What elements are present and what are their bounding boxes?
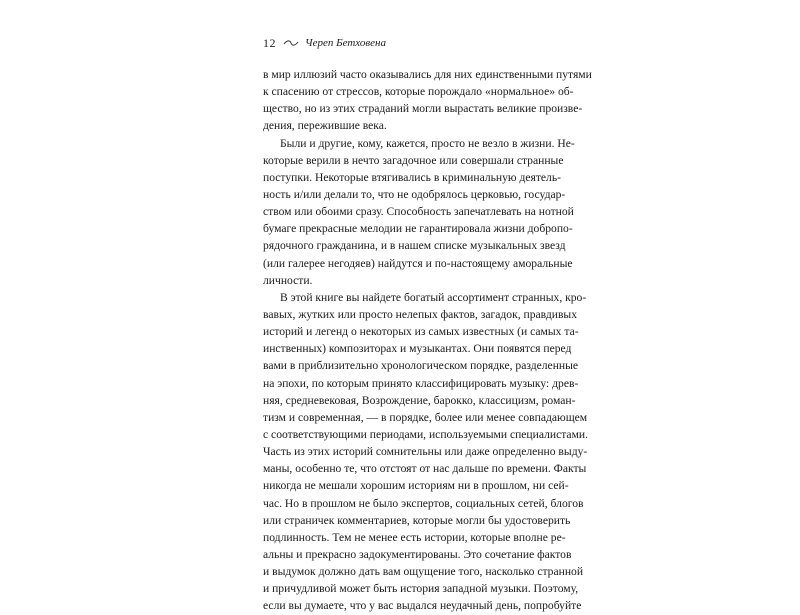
- text-line: В этой книге вы найдете богатый ассортимент странных, кро-: [280, 290, 587, 304]
- text-line: щество, но из этих страданий могли вырастать великие произве-: [263, 102, 583, 116]
- paragraph-3: [263, 289, 589, 615]
- text-line: на эпохи, по которым принято классифицировать музыку: древ-: [263, 376, 579, 390]
- text-line: Были и другие, кому, кажется, просто не везло в жизни. Не-: [280, 136, 575, 150]
- text-line: если вы думаете, что у вас выдался неудачный день, попробуйте: [263, 599, 582, 613]
- text-line: подлинность. Тем не менее есть истории, которые вполне ре-: [263, 530, 566, 544]
- text-line: поступки. Некоторые втягивались в криминальную деятель-: [263, 170, 561, 184]
- text-line: (или галерее негодяев) найдутся и по-настоящему аморальные: [263, 256, 573, 270]
- running-title: Череп Бетховена: [305, 37, 386, 49]
- text-line: и причудливой может быть история западной музыки. Поэтому,: [263, 582, 579, 596]
- paragraph-2: [263, 135, 575, 289]
- text-line: личности.: [263, 273, 313, 287]
- text-line: с соответствующими периодами, используемыми специалистами.: [263, 427, 589, 441]
- text-line: Часть из этих историй сомнительны или даже определенно выду-: [263, 445, 588, 459]
- text-line: альны и прекрасно задокументированы. Это сочетание фактов: [263, 547, 572, 561]
- text-line: или страничек комментариев, которые могли бы удостоверить: [263, 513, 571, 527]
- text-line: бумаге прекрасные мелодии не гарантировала жизни добропо-: [263, 222, 573, 236]
- tilde-ornament-icon: [283, 39, 299, 47]
- text-line: инственных) композиторах и музыкантах. Они появятся перед: [263, 342, 572, 356]
- text-line: ность и/или делали то, что не одобрялось церковью, государ-: [263, 187, 566, 201]
- text-line: и выдумок должно дать вам ощущение того, насколько странной: [263, 565, 584, 579]
- running-head: [263, 34, 386, 52]
- paragraph-1: [263, 66, 592, 135]
- text-line: к спасению от стрессов, которые порождало «нормальное» об-: [263, 85, 574, 99]
- text-line: ством или обоими сразу. Способность запечатлевать на нотной: [263, 205, 574, 219]
- page-number: 12: [263, 35, 276, 50]
- body-text: [263, 66, 592, 615]
- text-line: которые верили в нечто загадочное или совершали странные: [263, 153, 564, 167]
- text-line: тизм и современная, — в порядке, более или менее совпадающем: [263, 410, 588, 424]
- text-line: историй и легенд о некоторых из самых известных (и самых та-: [263, 325, 579, 339]
- text-line: никогда не мешали хорошим историям ни в прошлом, ни сей-: [263, 479, 569, 493]
- text-line: вавых, жутких или просто нелепых фактов, загадок, правдивых: [263, 307, 578, 321]
- text-line: рядочного гражданина, и в нашем списке музыкальных звезд: [263, 239, 566, 253]
- text-line: час. Но в прошлом не было экспертов, социальных сетей, блогов: [263, 496, 584, 510]
- text-line: вами в приблизительно хронологическом порядке, разделенные: [263, 359, 579, 373]
- text-line: дения, пережившие века.: [263, 119, 387, 133]
- text-line: маны, особенно те, что отстоят от нас дальше по времени. Факты: [263, 462, 587, 476]
- text-line: в мир иллюзий часто оказывались для них единственными путями: [263, 68, 592, 81]
- text-line: няя, средневековая, Возрождение, барокко, классицизм, роман-: [263, 393, 576, 407]
